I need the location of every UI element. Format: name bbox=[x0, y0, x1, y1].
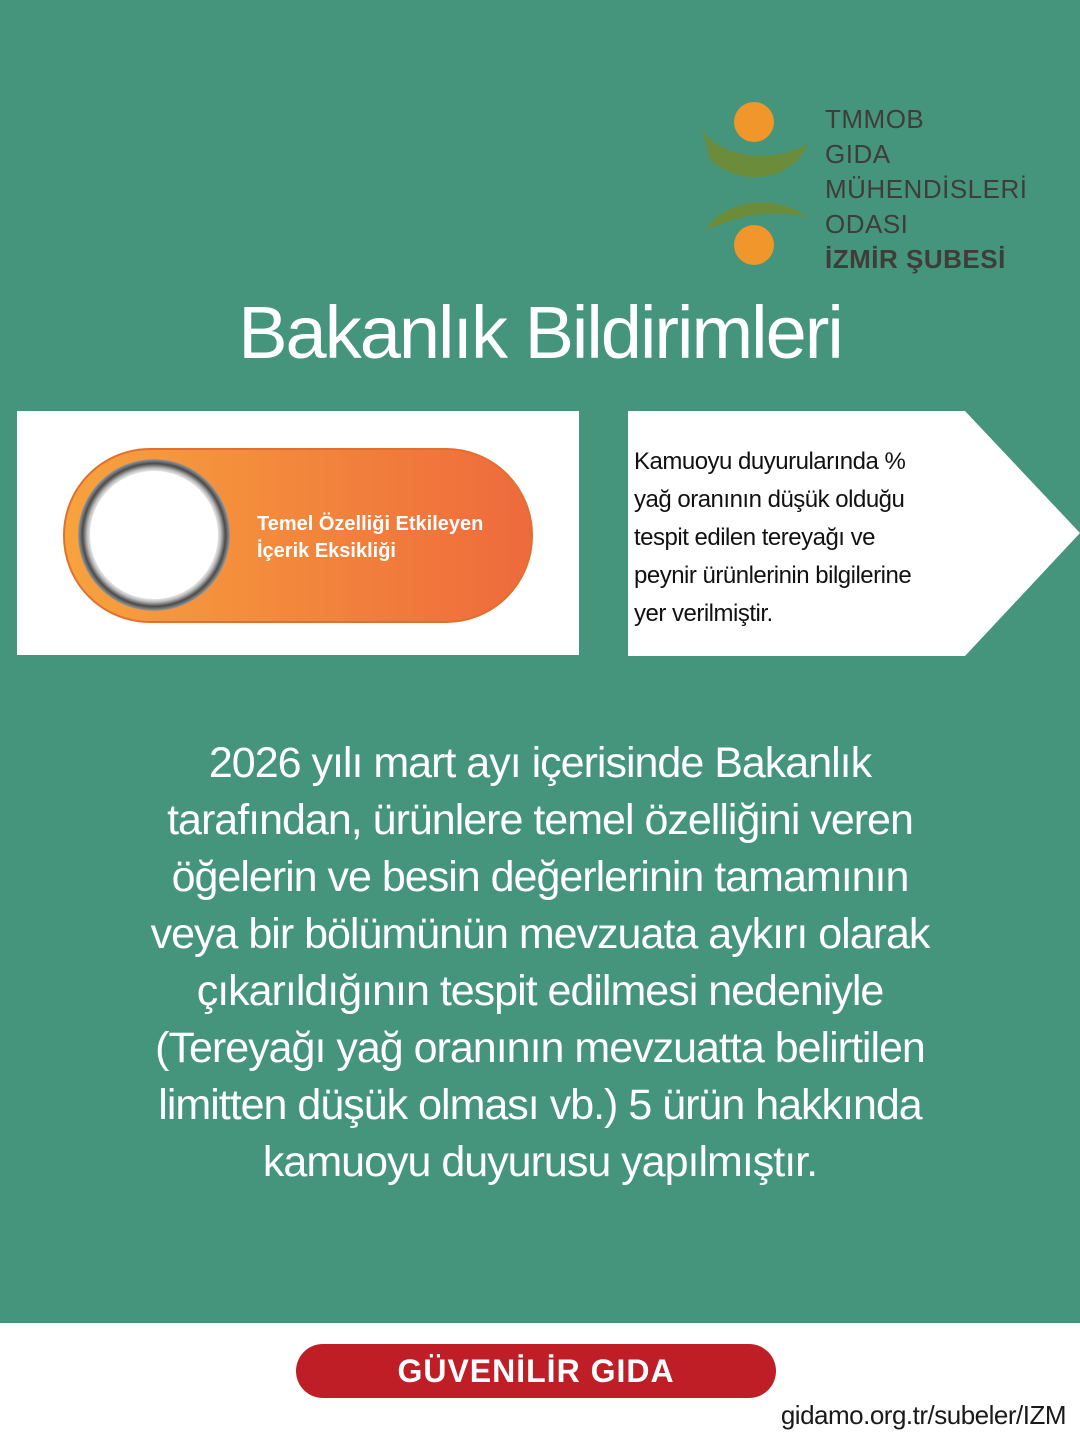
paragraph-line: (Tereyağı yağ oranının mevzuatta belirtilen bbox=[155, 1024, 925, 1072]
arrow-text-line: Kamuoyu duyurularında % bbox=[634, 448, 906, 475]
paragraph-line: kamuoyu duyurusu yapılmıştır. bbox=[262, 1138, 818, 1186]
logo-line-odasi: ODASI bbox=[825, 209, 909, 239]
paragraph-line: limitten düşük olması vb.) 5 ürün hakkında bbox=[158, 1081, 922, 1129]
arrow-text-line: peynir ürünlerinin bilgilerine bbox=[634, 562, 912, 589]
pill-label-line1: Temel Özelliği Etkileyen bbox=[257, 513, 484, 535]
headline: Bakanlık Bildirimleri bbox=[238, 291, 842, 374]
website-url[interactable]: gidamo.org.tr/subeler/IZM bbox=[780, 1400, 1066, 1430]
image-card bbox=[17, 411, 579, 655]
logo-line-muhendisleri: MÜHENDİSLERİ bbox=[825, 174, 1028, 204]
guvenilir-gida-badge: GÜVENİLİR GIDA bbox=[296, 1344, 776, 1398]
arrow-text-line: tespit edilen tereyağı ve bbox=[634, 524, 875, 551]
arrow-text-line: yağ oranının düşük olduğu bbox=[634, 486, 905, 513]
logo bbox=[700, 100, 1040, 275]
announcement-paragraph bbox=[40, 735, 1040, 1191]
arrow-callout bbox=[628, 411, 1080, 656]
pill-label-line2: İçerik Eksikliği bbox=[257, 540, 396, 562]
logo-text bbox=[825, 102, 1027, 277]
arrow-text-line: yer verilmiştir. bbox=[634, 600, 773, 627]
paragraph-line: tarafından, ürünlere temel özelliğini veren bbox=[167, 796, 913, 844]
paragraph-line: öğelerin ve besin değerlerinin tamamının bbox=[171, 853, 909, 901]
arrow-callout-text bbox=[634, 443, 994, 633]
logo-line-tmmob: TMMOB bbox=[825, 104, 925, 134]
paragraph-line: 2026 yılı mart ayı içerisinde Bakanlık bbox=[208, 739, 872, 787]
logo-line-gida: GIDA bbox=[825, 139, 891, 169]
gida-muhendisleri-odasi-logo-icon bbox=[700, 100, 820, 275]
paragraph-line: çıkarıldığının tespit edilmesi nedeniyle bbox=[196, 967, 884, 1015]
logo-line-izmir-subesi: İZMİR ŞUBESİ bbox=[825, 244, 1006, 274]
pill-label bbox=[257, 511, 547, 565]
paragraph-line: veya bir bölümünün mevzuata aykırı olarak bbox=[150, 910, 930, 958]
